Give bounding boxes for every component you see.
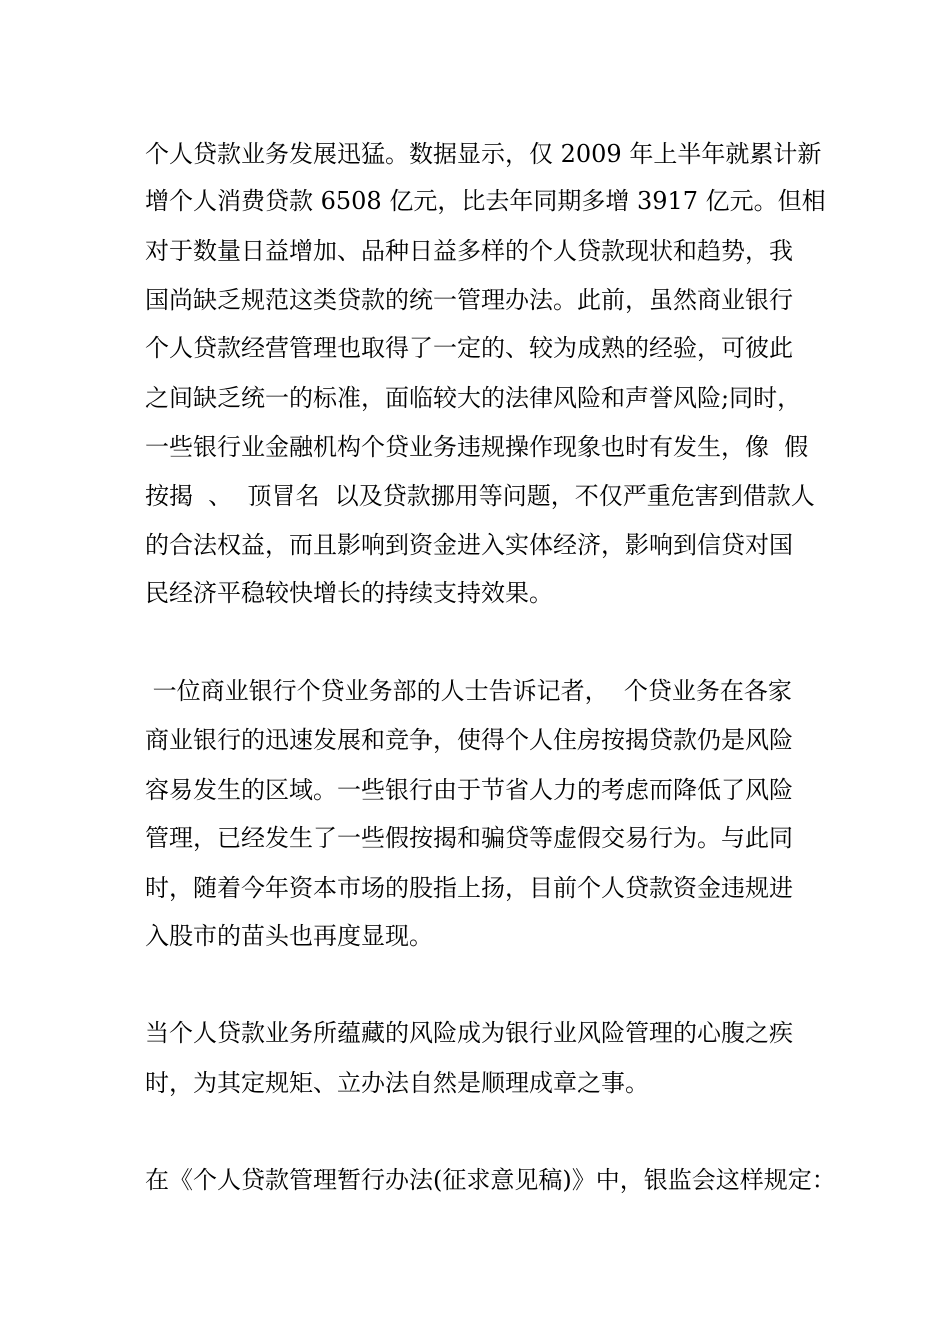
text-line: 国尚缺乏规范这类贷款的统一管理办法。此前，虽然商业银行 (145, 286, 793, 314)
text-line: 当个人贷款业务所蕴藏的风险成为银行业风险管理的心腹之疾 (145, 1019, 793, 1047)
text-line: 时，随着今年资本市场的股指上扬，目前个人贷款资金违规进 (145, 874, 793, 902)
text-line: 个人贷款经营管理也取得了一定的、较为成熟的经验，可彼此 (145, 334, 793, 362)
text-line: 之间缺乏统一的标准，面临较大的法律风险和声誉风险;同时， (145, 384, 802, 412)
text-line: 容易发生的区域。一些银行由于节省人力的考虑而降低了风险 (145, 776, 793, 804)
text-line: 个人贷款业务发展迅猛。数据显示，仅 2009 年上半年就累计新 (145, 140, 822, 168)
text-line: 管理，已经发生了一些假按揭和骗贷等虚假交易行为。与此同 (145, 824, 793, 852)
text-line: 的合法权益，而且影响到资金进入实体经济，影响到信贷对国 (145, 531, 793, 559)
text-line: 一位商业银行个贷业务部的人士告诉记者， 个贷业务在各家 (145, 677, 792, 705)
text-line: 一些银行业金融机构个贷业务违规操作现象也时有发生，像 假 (145, 433, 809, 461)
text-line: 入股市的苗头也再度显现。 (145, 922, 433, 950)
text-line: 在《个人贷款管理暂行办法(征求意见稿)》中，银监会这样规定： (145, 1166, 836, 1194)
text-line: 对于数量日益增加、品种日益多样的个人贷款现状和趋势，我 (145, 237, 793, 265)
text-line: 民经济平稳较快增长的持续支持效果。 (145, 579, 553, 607)
text-line: 时，为其定规矩、立办法自然是顺理成章之事。 (145, 1069, 649, 1097)
text-line: 商业银行的迅速发展和竞争，使得个人住房按揭贷款仍是风险 (145, 726, 793, 754)
text-line: 增个人消费贷款 6508 亿元，比去年同期多增 3917 亿元。但相 (145, 187, 826, 215)
text-line: 按揭 、 顶冒名 以及贷款挪用等问题，不仅严重危害到借款人 (145, 482, 815, 510)
